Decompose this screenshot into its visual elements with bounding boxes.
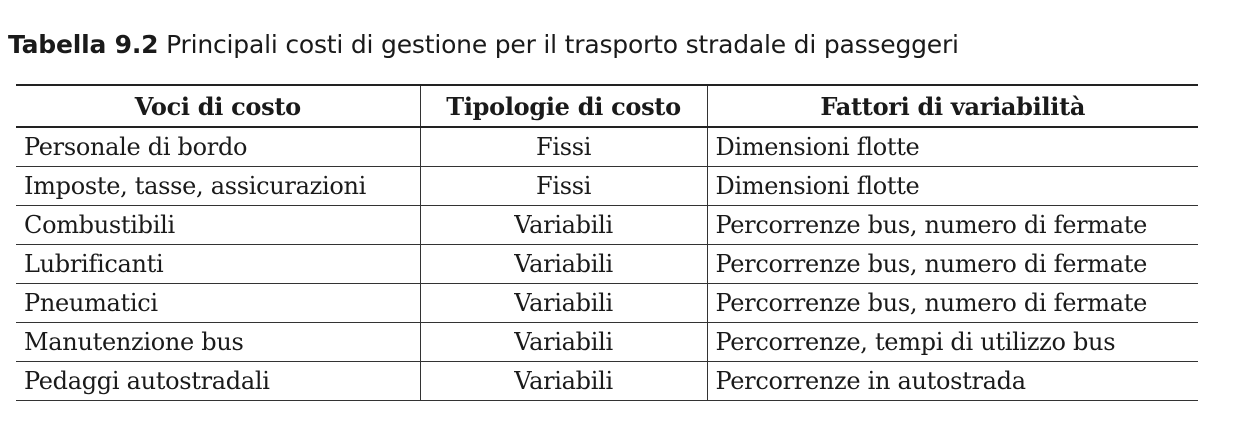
cost-type-cell: Variabili <box>420 284 707 323</box>
cost-item-cell: Pedaggi autostradali <box>24 367 270 395</box>
cost-type-cell: Variabili <box>420 206 707 245</box>
cost-type-cell: Variabili <box>420 362 707 401</box>
table-row <box>16 323 1198 362</box>
header-variability-factors: Fattori di variabilità <box>707 85 1198 127</box>
header-cost-items: Voci di costo <box>134 91 301 121</box>
variability-cell: Percorrenze, tempi di utilizzo bus <box>707 323 1198 362</box>
table-row <box>16 245 1198 284</box>
variability-cell: Dimensioni flotte <box>707 127 1198 167</box>
cost-item-cell: Manutenzione bus <box>24 328 244 356</box>
table-caption <box>8 30 959 59</box>
table-row <box>16 127 1198 167</box>
cost-table <box>16 84 1198 401</box>
variability-cell: Percorrenze bus, numero di fermate <box>707 206 1198 245</box>
variability-cell: Dimensioni flotte <box>707 167 1198 206</box>
variability-cell: Percorrenze bus, numero di fermate <box>707 245 1198 284</box>
cost-item-cell: Lubrificanti <box>24 250 164 278</box>
cost-item-cell: Pneumatici <box>24 289 158 317</box>
variability-cell: Percorrenze bus, numero di fermate <box>707 284 1198 323</box>
table-row <box>16 362 1198 401</box>
table-caption-label: Tabella 9.2 <box>8 30 159 59</box>
cost-type-cell: Variabili <box>420 245 707 284</box>
cost-item-cell: Personale di bordo <box>24 133 248 161</box>
variability-cell: Percorrenze in autostrada <box>707 362 1198 401</box>
cost-item-cell: Combustibili <box>24 211 175 239</box>
table-caption-text: Principali costi di gestione per il trasporto stradale di passeggeri <box>166 30 959 59</box>
table-header-row <box>16 85 1198 127</box>
header-cost-types: Tipologie di costo <box>420 85 707 127</box>
cost-item-cell: Imposte, tasse, assicurazioni <box>24 172 367 200</box>
cost-type-cell: Variabili <box>420 323 707 362</box>
table-row <box>16 167 1198 206</box>
table-row <box>16 206 1198 245</box>
cost-type-cell: Fissi <box>420 127 707 167</box>
cost-type-cell: Fissi <box>420 167 707 206</box>
table-row <box>16 284 1198 323</box>
